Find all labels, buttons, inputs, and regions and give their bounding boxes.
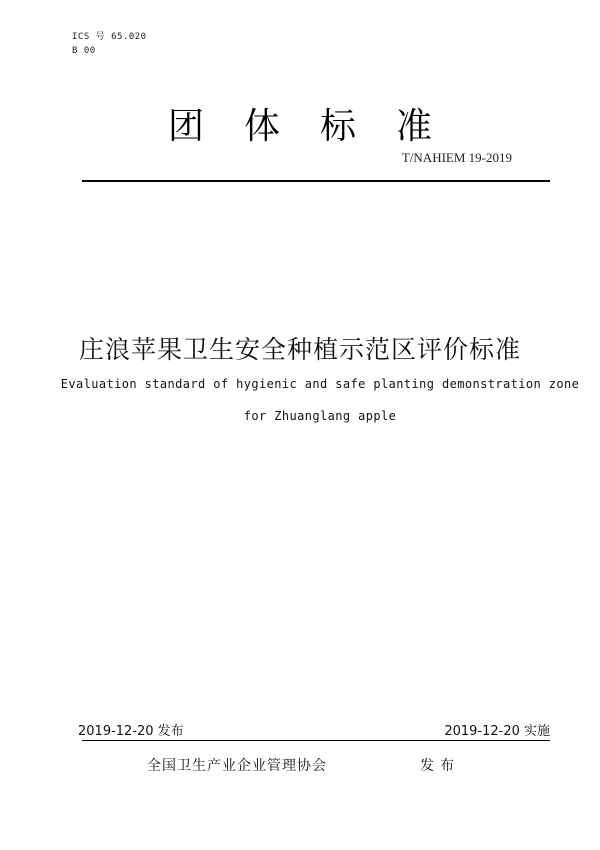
document-title-chinese: 庄浪苹果卫生安全种植示范区评价标准: [78, 335, 521, 364]
publisher-name: 全国卫生产业企业管理协会: [147, 758, 327, 774]
ccs-code: B 00: [72, 46, 96, 56]
standard-type-heading: 团体标准: [167, 106, 472, 147]
document-title-english-line-1: Evaluation standard of hygienic and safe planting demonstration zone: [60, 377, 580, 391]
ics-code: ICS 号 65.020: [72, 32, 147, 42]
implementation-date: 2019-12-20 实施: [444, 724, 550, 739]
header-divider: [82, 180, 550, 182]
issue-date: 2019-12-20 发布: [78, 724, 184, 739]
publish-label: 发布: [420, 758, 460, 774]
standard-code: T/NAHIEM 19-2019: [401, 150, 512, 165]
document-title-english-line-2: for Zhuanglang apple: [243, 409, 397, 423]
footer-divider: [82, 740, 550, 741]
